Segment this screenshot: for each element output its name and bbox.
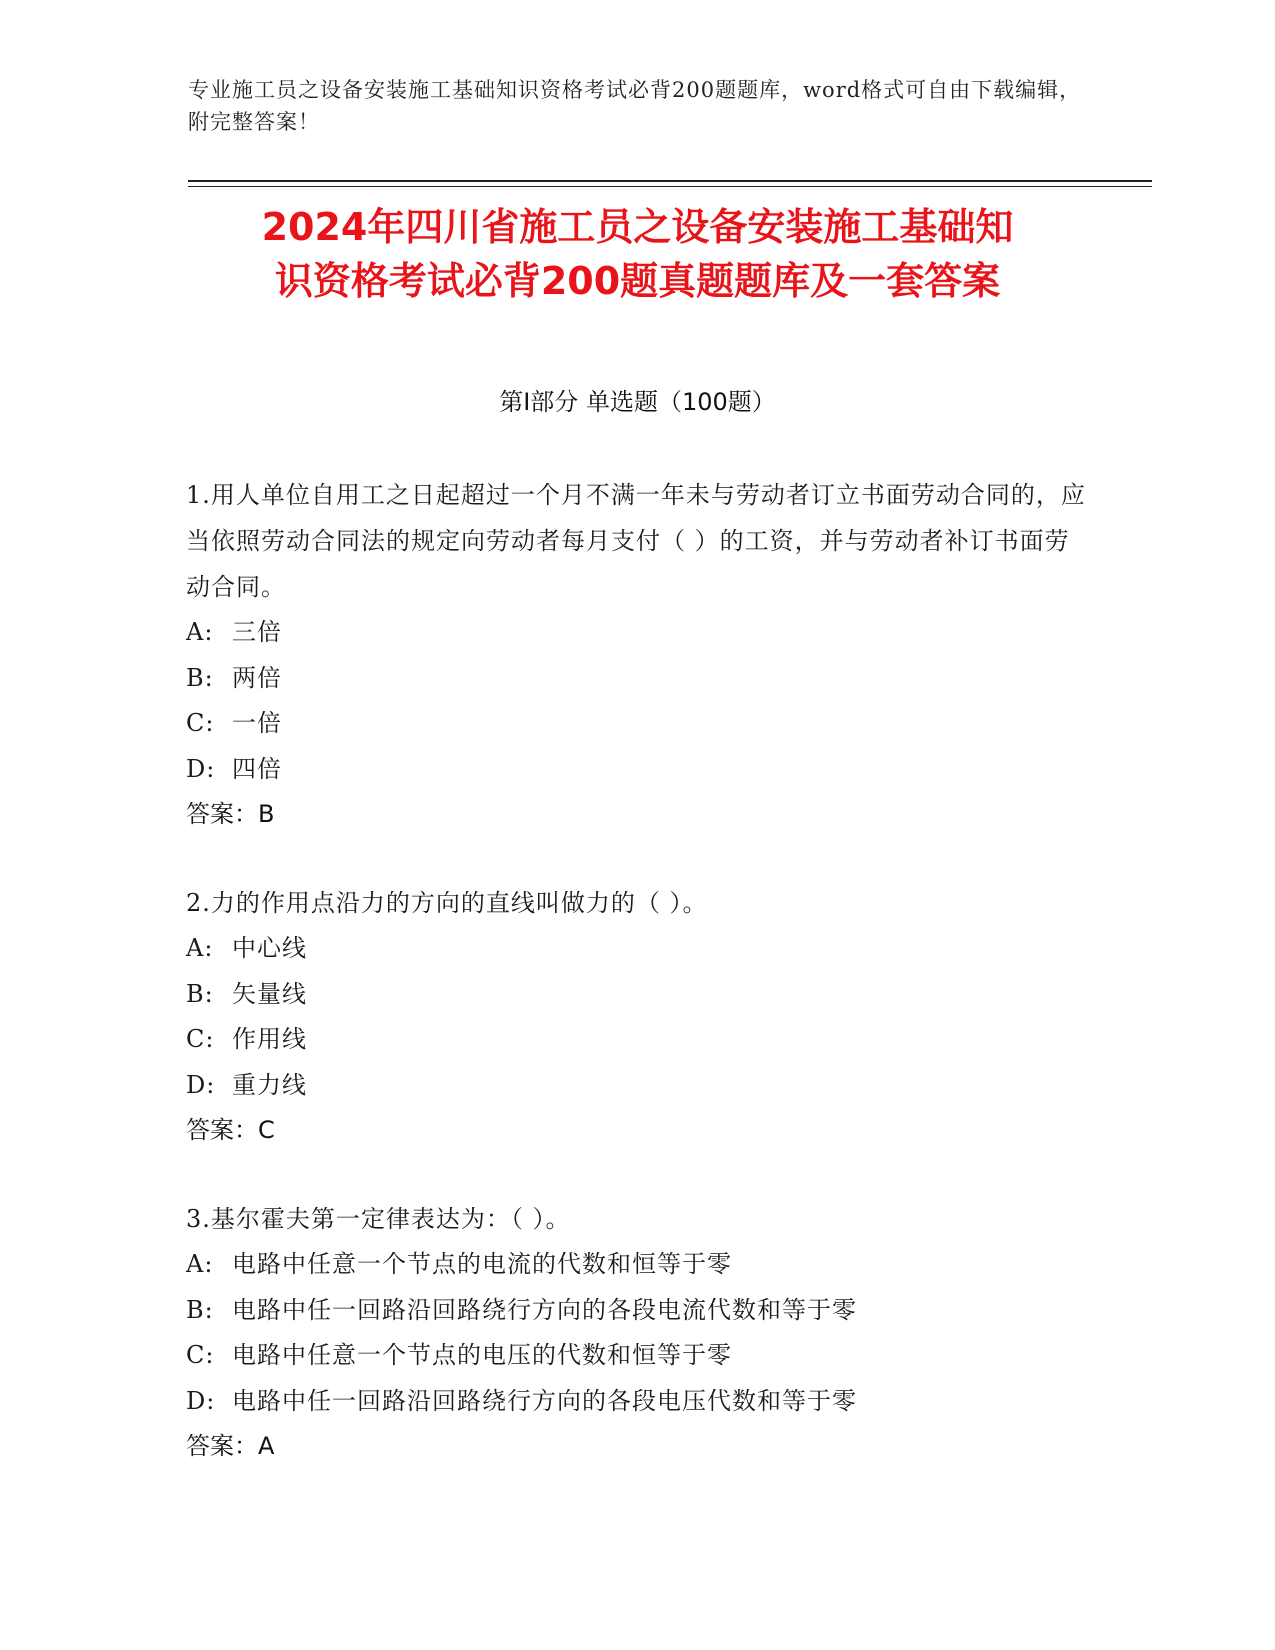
document-title-line-2: 识资格考试必背200题真题题库及一套答案 <box>274 259 1001 303</box>
option-letter: C: <box>186 709 215 737</box>
question-1 <box>186 472 1086 837</box>
option-b <box>186 1288 1086 1334</box>
answer: 答案：C <box>186 1116 275 1144</box>
answer: 答案：A <box>186 1432 275 1460</box>
document-title-line-1: 2024年四川省施工员之设备安装施工基础知 <box>261 205 1014 249</box>
section-heading: 第Ⅰ部分 单选题（100题） <box>499 388 776 416</box>
option-a <box>186 1242 1086 1288</box>
option-letter: C: <box>186 1341 215 1369</box>
option-text: 矢量线 <box>232 979 307 1008</box>
option-letter: C: <box>186 1025 215 1053</box>
option-d <box>186 1063 1086 1109</box>
option-text: 四倍 <box>232 754 282 783</box>
option-text: 作用线 <box>232 1025 307 1053</box>
option-letter: B: <box>186 979 214 1008</box>
question-stem: 1.用人单位自用工之日起超过一个月不满一年未与劳动者订立书面劳动合同的，应当依照劳动合同法的规定向劳动者每月支付（ ）的工资，并与劳动者补订书面劳动合同。 <box>186 481 1086 601</box>
question-stem: 2.力的作用点沿力的方向的直线叫做力的（ ）。 <box>186 889 708 917</box>
answer: 答案：B <box>186 800 275 828</box>
question-list <box>186 472 1086 1512</box>
option-d <box>186 747 1086 793</box>
option-text: 电路中任意一个节点的电压的代数和恒等于零 <box>232 1341 732 1369</box>
question-stem: 3.基尔霍夫第一定律表达为：（ ）。 <box>186 1205 571 1233</box>
header-rule-thin <box>188 186 1152 187</box>
header-note: 专业施工员之设备安装施工基础知识资格考试必背200题题库，word格式可自由下载编辑，附完整答案！ <box>188 78 1082 134</box>
option-letter: D: <box>186 1070 216 1099</box>
option-letter: A: <box>186 618 214 646</box>
option-text: 一倍 <box>232 709 282 737</box>
option-text: 两倍 <box>232 663 282 692</box>
option-c <box>186 701 1086 747</box>
question-3 <box>186 1196 1086 1469</box>
option-text: 重力线 <box>232 1070 307 1099</box>
option-d <box>186 1379 1086 1425</box>
option-letter: A: <box>186 934 214 962</box>
header-rule-thick <box>188 180 1152 182</box>
option-text: 三倍 <box>232 618 282 646</box>
option-b <box>186 972 1086 1018</box>
option-text: 电路中任意一个节点的电流的代数和恒等于零 <box>232 1250 732 1278</box>
option-text: 电路中任一回路沿回路绕行方向的各段电压代数和等于零 <box>232 1386 857 1415</box>
option-text: 中心线 <box>232 934 307 962</box>
option-a <box>186 610 1086 656</box>
option-c <box>186 1333 1086 1379</box>
option-letter: B: <box>186 663 214 692</box>
option-c <box>186 1017 1086 1063</box>
option-letter: D: <box>186 754 216 783</box>
option-a <box>186 926 1086 972</box>
document-title <box>150 200 1125 308</box>
question-2 <box>186 880 1086 1153</box>
option-b <box>186 656 1086 702</box>
option-letter: D: <box>186 1386 216 1415</box>
option-letter: A: <box>186 1250 214 1278</box>
option-letter: B: <box>186 1295 214 1324</box>
option-text: 电路中任一回路沿回路绕行方向的各段电流代数和等于零 <box>232 1295 857 1324</box>
